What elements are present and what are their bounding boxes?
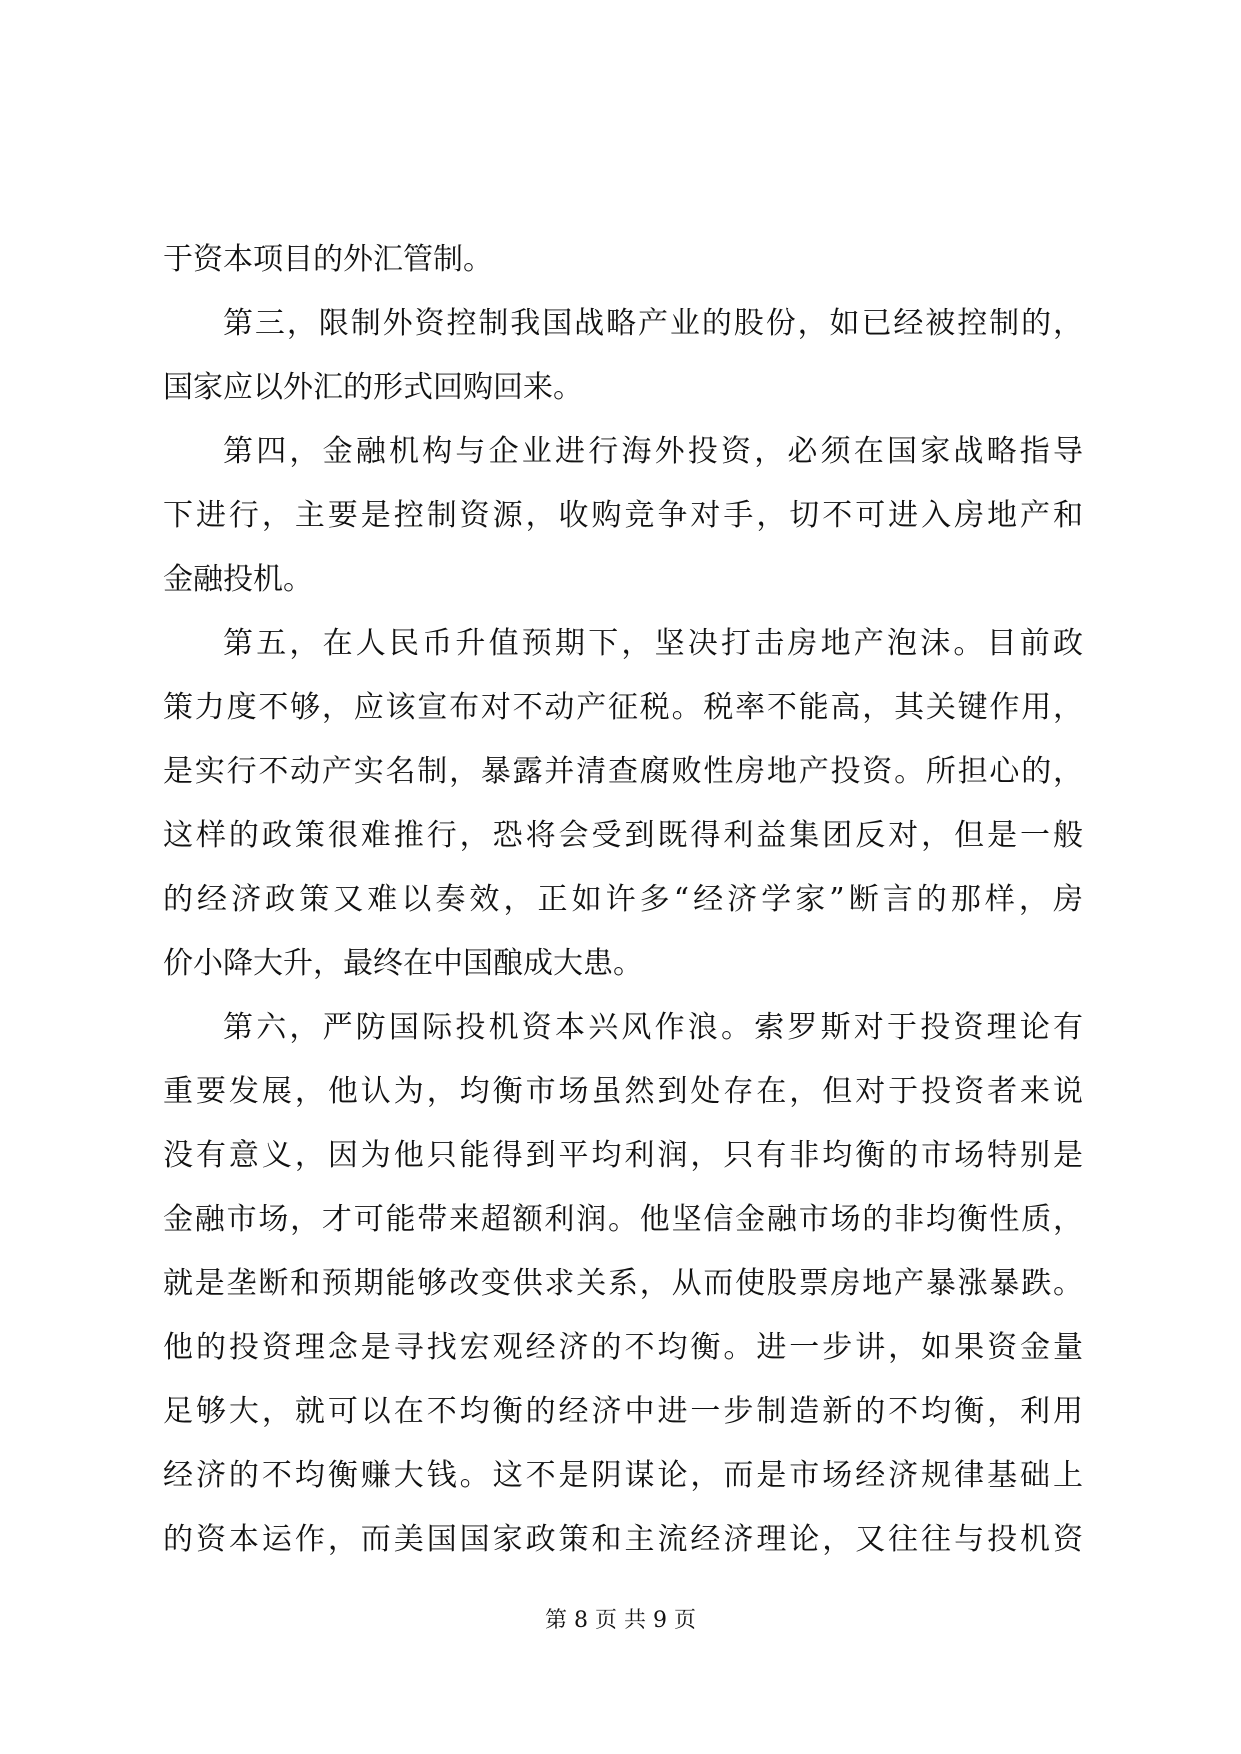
text-line-4: 第四，金融机构与企业进行海外投资，必须在国家战略指导: [223, 434, 1083, 469]
text-line-10: 这样的政策很难推行，恐将会受到既得利益集团反对，但是一般: [163, 818, 1083, 853]
text-line-7: 第五，在人民币升值预期下，坚决打击房地产泡沫。目前政: [223, 626, 1083, 661]
text-line-8: 策力度不够，应该宣布对不动产征税。税率不能高，其关键作用，: [163, 690, 1083, 725]
text-line-12: 价小降大升，最终在中国酿成大患。: [163, 946, 643, 981]
text-line-1: 于资本项目的外汇管制。: [163, 242, 493, 277]
text-line-15: 没有意义，因为他只能得到平均利润，只有非均衡的市场特别是: [163, 1138, 1083, 1173]
text-line-13: 第六，严防国际投机资本兴风作浪。索罗斯对于投资理论有: [223, 1010, 1083, 1045]
text-line-6: 金融投机。: [163, 562, 313, 597]
text-line-18: 他的投资理念是寻找宏观经济的不均衡。进一步讲，如果资金量: [163, 1330, 1083, 1365]
text-line-21: 的资本运作，而美国国家政策和主流经济理论，又往往与投机资: [163, 1522, 1083, 1557]
text-line-2: 第三，限制外资控制我国战略产业的股份，如已经被控制的，: [223, 306, 1083, 341]
text-line-16: 金融市场，才可能带来超额利润。他坚信金融市场的非均衡性质，: [163, 1202, 1083, 1237]
text-line-5: 下进行，主要是控制资源，收购竞争对手，切不可进入房地产和: [163, 498, 1083, 533]
body-text: [163, 228, 1083, 1572]
text-line-20: 经济的不均衡赚大钱。这不是阴谋论，而是市场经济规律基础上: [163, 1458, 1083, 1493]
text-line-14: 重要发展，他认为，均衡市场虽然到处存在，但对于投资者来说: [163, 1074, 1083, 1109]
text-line-17: 就是垄断和预期能够改变供求关系，从而使股票房地产暴涨暴跌。: [163, 1266, 1083, 1301]
text-line-19: 足够大，就可以在不均衡的经济中进一步制造新的不均衡，利用: [163, 1394, 1083, 1429]
text-line-9: 是实行不动产实名制，暴露并清查腐败性房地产投资。所担心的，: [163, 754, 1083, 789]
text-line-3: 国家应以外汇的形式回购回来。: [163, 370, 583, 405]
text-line-11: 的经济政策又难以奏效，正如许多“经济学家”断言的那样，房: [163, 882, 1083, 917]
page-footer: 第 8 页 共 9 页: [545, 1608, 696, 1633]
